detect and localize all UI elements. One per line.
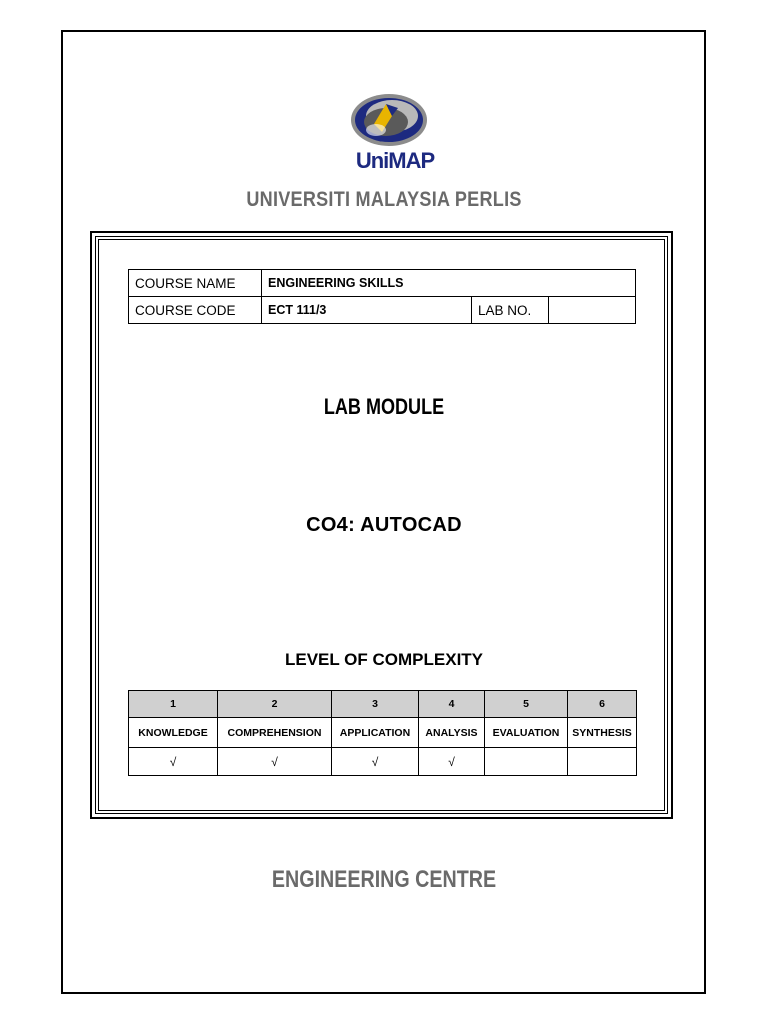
level-number: 4: [419, 691, 485, 718]
level-name: EVALUATION: [485, 718, 568, 748]
lab-no-label: LAB NO.: [472, 297, 549, 324]
course-name-label: COURSE NAME: [129, 270, 262, 297]
level-number: 3: [332, 691, 419, 718]
table-row: [129, 297, 636, 324]
university-name: UNIVERSITI MALAYSIA PERLIS: [246, 188, 522, 211]
footer-title: ENGINEERING CENTRE: [271, 866, 497, 893]
module-title: LAB MODULE: [323, 394, 445, 419]
table-row: [129, 691, 637, 718]
table-row: [129, 718, 637, 748]
course-name-value: ENGINEERING SKILLS: [262, 270, 636, 297]
level-number: 5: [485, 691, 568, 718]
level-name: SYNTHESIS: [568, 718, 637, 748]
level-name: ANALYSIS: [419, 718, 485, 748]
logo-wordmark: UniMAP: [355, 148, 435, 173]
complexity-table: [128, 690, 637, 776]
course-code-value: ECT 111/3: [262, 297, 472, 324]
level-check: √: [218, 748, 332, 776]
level-number: 1: [129, 691, 218, 718]
level-check: [485, 748, 568, 776]
level-number: 6: [568, 691, 637, 718]
level-check: √: [419, 748, 485, 776]
level-number: 2: [218, 691, 332, 718]
level-check: √: [129, 748, 218, 776]
table-row: [129, 270, 636, 297]
level-check: [568, 748, 637, 776]
level-name: COMPREHENSION: [218, 718, 332, 748]
level-name: KNOWLEDGE: [129, 718, 218, 748]
course-code-label: COURSE CODE: [129, 297, 262, 324]
level-check: √: [332, 748, 419, 776]
course-info-table: [128, 269, 636, 324]
level-name: APPLICATION: [332, 718, 419, 748]
course-outcome-title: CO4: AUTOCAD: [306, 514, 462, 536]
table-row: [129, 748, 637, 776]
lab-no-value: [549, 297, 636, 324]
complexity-title: LEVEL OF COMPLEXITY: [284, 650, 484, 669]
